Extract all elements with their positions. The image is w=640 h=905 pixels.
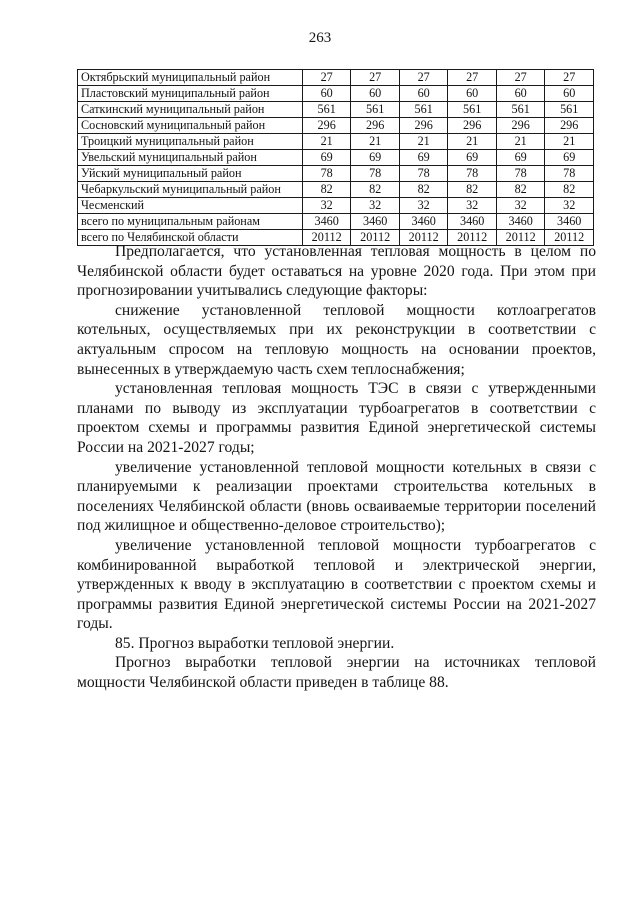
- paragraph: увеличение установленной тепловой мощности котельных в связи с планируемыми к реализации проектами строительства котельных в поселениях Челябинской области (вновь осваиваемые территории поселений под жилищное и общественно-деловое строительство);: [77, 458, 596, 535]
- value-cell: 78: [351, 166, 400, 182]
- value-cell: 3460: [302, 214, 351, 230]
- value-cell: 21: [448, 134, 497, 150]
- district-name-cell: Саткинский муниципальный район: [78, 102, 303, 118]
- value-cell: 561: [302, 102, 351, 118]
- value-cell: 27: [448, 70, 497, 86]
- value-cell: 20112: [302, 230, 351, 246]
- value-cell: 561: [351, 102, 400, 118]
- table-row: [78, 198, 594, 214]
- value-cell: 561: [399, 102, 448, 118]
- value-cell: 21: [545, 134, 594, 150]
- value-cell: 78: [545, 166, 594, 182]
- district-name-cell: всего по муниципальным районам: [78, 214, 303, 230]
- value-cell: 21: [351, 134, 400, 150]
- table-row: [78, 150, 594, 166]
- value-cell: 69: [545, 150, 594, 166]
- value-cell: 27: [399, 70, 448, 86]
- district-name-cell: Чесменский: [78, 198, 303, 214]
- value-cell: 32: [448, 198, 497, 214]
- value-cell: 20112: [545, 230, 594, 246]
- table-row: [78, 86, 594, 102]
- value-cell: 20112: [496, 230, 545, 246]
- value-cell: 32: [351, 198, 400, 214]
- paragraph: снижение установленной тепловой мощности котлоагрегатов котельных, осуществляемых при их реконструкции в соответствии с актуальным спросом на тепловую мощность на основании проектов, вынесенных в утверждаемую часть схем теплоснабжения;: [77, 301, 596, 378]
- value-cell: 82: [448, 182, 497, 198]
- value-cell: 60: [351, 86, 400, 102]
- value-cell: 60: [448, 86, 497, 102]
- district-name-cell: Октябрьский муниципальный район: [78, 70, 303, 86]
- value-cell: 82: [545, 182, 594, 198]
- value-cell: 296: [351, 118, 400, 134]
- value-cell: 296: [399, 118, 448, 134]
- value-cell: 20112: [448, 230, 497, 246]
- value-cell: 32: [545, 198, 594, 214]
- value-cell: 3460: [545, 214, 594, 230]
- district-name-cell: всего по Челябинской области: [78, 230, 303, 246]
- district-name-cell: Увельский муниципальный район: [78, 150, 303, 166]
- value-cell: 296: [302, 118, 351, 134]
- body-text: [77, 242, 596, 693]
- value-cell: 296: [448, 118, 497, 134]
- value-cell: 32: [302, 198, 351, 214]
- value-cell: 3460: [351, 214, 400, 230]
- paragraph: 85. Прогноз выработки тепловой энергии.: [115, 634, 395, 652]
- value-cell: 82: [399, 182, 448, 198]
- paragraph: установленная тепловая мощность ТЭС в связи с утвержденными планами по выводу из эксплуатации турбоагрегатов в соответствии с проектом схемы и программы развития Единой энергетической системы России на 2021-2027 годы;: [77, 380, 596, 456]
- value-cell: 82: [302, 182, 351, 198]
- table-row: [78, 134, 594, 150]
- value-cell: 561: [545, 102, 594, 118]
- district-name-cell: Пластовский муниципальный район: [78, 86, 303, 102]
- value-cell: 82: [496, 182, 545, 198]
- table-row: [78, 118, 594, 134]
- value-cell: 561: [448, 102, 497, 118]
- value-cell: 69: [302, 150, 351, 166]
- district-name-cell: Троицкий муниципальный район: [78, 134, 303, 150]
- value-cell: 69: [496, 150, 545, 166]
- table-row: [78, 182, 594, 198]
- value-cell: 60: [496, 86, 545, 102]
- value-cell: 561: [496, 102, 545, 118]
- value-cell: 78: [302, 166, 351, 182]
- value-cell: 82: [351, 182, 400, 198]
- value-cell: 296: [496, 118, 545, 134]
- value-cell: 20112: [351, 230, 400, 246]
- paragraph: Предполагается, что установленная тепловая мощность в целом по Челябинской области будет оставаться на уровне 2020 года. При этом при прогнозировании учитывались следующие факторы:: [77, 243, 596, 300]
- page-number: 263: [308, 30, 332, 46]
- value-cell: 3460: [448, 214, 497, 230]
- value-cell: 69: [351, 150, 400, 166]
- value-cell: 60: [399, 86, 448, 102]
- value-cell: 27: [302, 70, 351, 86]
- district-name-cell: Сосновский муниципальный район: [78, 118, 303, 134]
- value-cell: 27: [496, 70, 545, 86]
- value-cell: 3460: [496, 214, 545, 230]
- value-cell: 60: [302, 86, 351, 102]
- value-cell: 32: [496, 198, 545, 214]
- table-row: [78, 166, 594, 182]
- value-cell: 20112: [399, 230, 448, 246]
- value-cell: 21: [496, 134, 545, 150]
- table-body: [78, 70, 594, 246]
- value-cell: 78: [496, 166, 545, 182]
- value-cell: 21: [302, 134, 351, 150]
- value-cell: 296: [545, 118, 594, 134]
- paragraph: Прогноз выработки тепловой энергии на источниках тепловой мощности Челябинской области приведен в таблице 88.: [77, 654, 596, 692]
- value-cell: 78: [399, 166, 448, 182]
- value-cell: 69: [448, 150, 497, 166]
- value-cell: 32: [399, 198, 448, 214]
- capacity-table: [77, 69, 594, 246]
- table-row: [78, 102, 594, 118]
- table-row: [78, 70, 594, 86]
- paragraph: увеличение установленной тепловой мощности турбоагрегатов с комбинированной выработкой тепловой и электрической энергии, утвержденных к вводу в эксплуатацию в соответствии с проектом схемы и программы развития Единой энергетической системы России на 2021-2027 годы.: [77, 536, 596, 633]
- district-name-cell: Чебаркульский муниципальный район: [78, 182, 303, 198]
- district-name-cell: Уйский муниципальный район: [78, 166, 303, 182]
- value-cell: 60: [545, 86, 594, 102]
- value-cell: 21: [399, 134, 448, 150]
- value-cell: 27: [545, 70, 594, 86]
- value-cell: 3460: [399, 214, 448, 230]
- value-cell: 27: [351, 70, 400, 86]
- value-cell: 69: [399, 150, 448, 166]
- table-row: [78, 214, 594, 230]
- value-cell: 78: [448, 166, 497, 182]
